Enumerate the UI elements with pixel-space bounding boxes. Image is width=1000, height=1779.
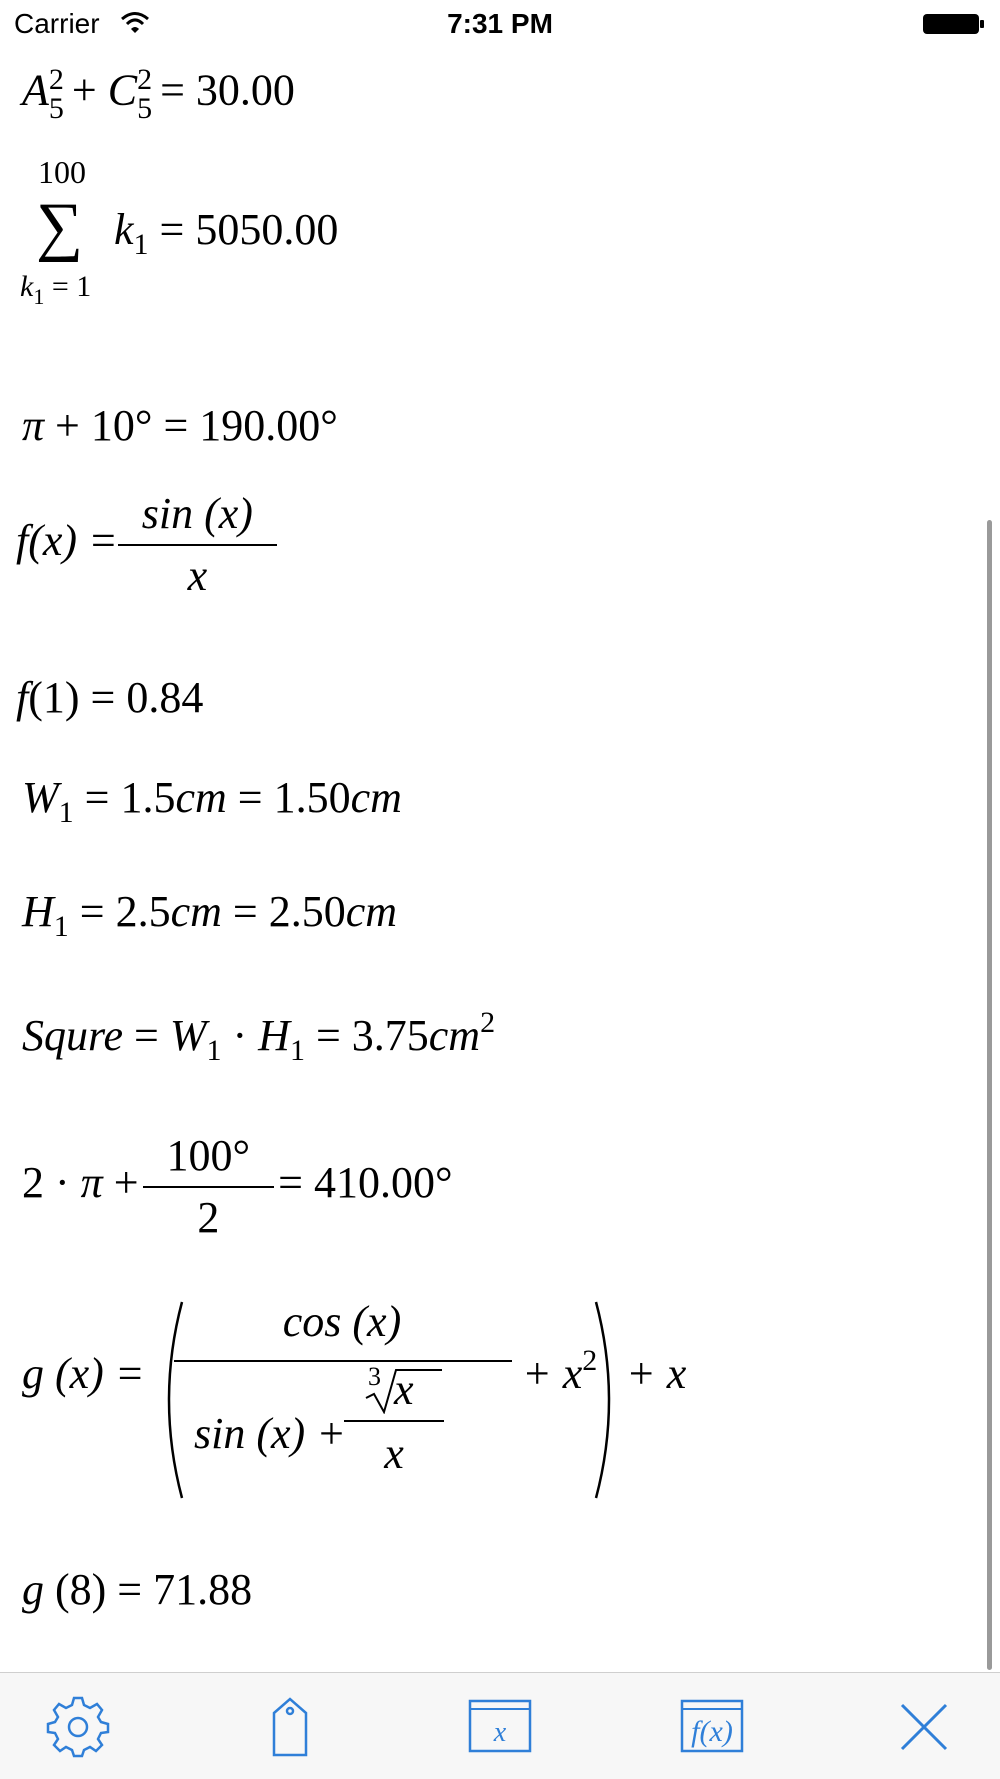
close-button[interactable] — [890, 1695, 958, 1759]
fn: sin — [141, 489, 194, 538]
var-w: W — [169, 1011, 207, 1060]
settings-button[interactable] — [44, 1695, 112, 1759]
result: = 3.75 — [315, 1011, 429, 1060]
op: + — [71, 65, 97, 115]
var-h: H — [258, 1011, 290, 1060]
tail: + x — [626, 1349, 687, 1398]
fn-name: f — [16, 516, 29, 566]
sub: 1 — [133, 228, 149, 261]
formula-row[interactable] — [16, 673, 204, 722]
sub: 1 — [206, 1034, 222, 1067]
status-bar — [0, 0, 1000, 50]
unit: cm — [170, 887, 222, 936]
denominator: x — [118, 544, 277, 598]
value: = 2.5 — [79, 887, 171, 936]
insert-variable-button[interactable] — [466, 1695, 536, 1759]
formula-row[interactable] — [22, 1131, 453, 1242]
formula-row[interactable] — [22, 887, 398, 943]
sum-lower-var: k — [20, 270, 34, 303]
formula-row[interactable] — [16, 489, 277, 600]
arg: (x) — [204, 489, 253, 538]
sigma: ∑ — [36, 190, 84, 263]
formula-row[interactable] — [22, 63, 295, 125]
formula-row[interactable] — [22, 401, 338, 450]
battery-icon — [922, 12, 986, 36]
denominator: 2 — [143, 1186, 275, 1240]
unit: cm — [345, 887, 398, 936]
var-a: A — [22, 65, 49, 115]
big-denominator — [194, 1409, 346, 1458]
fraction-bar — [174, 1360, 512, 1362]
cube-root — [344, 1360, 454, 1412]
fn-name: f — [16, 673, 29, 722]
close-icon — [890, 1695, 958, 1759]
op: + x — [522, 1349, 583, 1398]
result: = 410.00° — [278, 1158, 453, 1208]
result: + 10° = 190.00° — [55, 401, 338, 450]
result: = 1.50 — [237, 773, 351, 822]
carrier-label: Carrier — [14, 8, 100, 39]
root-arg: x — [394, 1365, 414, 1414]
sup: 2 — [480, 1006, 496, 1039]
fraction — [143, 1131, 275, 1242]
formula-row[interactable] — [22, 1565, 253, 1614]
fn: cos — [282, 1297, 342, 1346]
formula-row[interactable] — [22, 1006, 496, 1067]
sub: 1 — [53, 910, 69, 943]
result: = 30.00 — [160, 65, 295, 115]
big-numerator — [172, 1297, 512, 1346]
clock: 7:31 PM — [447, 8, 553, 39]
pi: π — [22, 401, 45, 450]
scrollbar[interactable] — [987, 520, 992, 1670]
value: = 1.5 — [84, 773, 176, 822]
unit: cm — [350, 773, 402, 822]
op: = — [134, 1011, 159, 1060]
result: (8) = 71.88 — [55, 1565, 253, 1614]
fn-name: g — [22, 1565, 44, 1614]
formula-list[interactable] — [0, 50, 1000, 1670]
sup: 2 — [137, 63, 153, 96]
fn: sin — [194, 1409, 246, 1458]
bottom-toolbar — [0, 1672, 1000, 1779]
var-c: C — [107, 65, 138, 115]
function-label: f(x) — [691, 1715, 733, 1748]
sup: 2 — [48, 63, 64, 96]
var-name: Squre — [22, 1011, 124, 1060]
lhs: (x) = — [28, 516, 118, 566]
numerator: 100° — [166, 1131, 251, 1180]
lhs: 2 · — [22, 1158, 70, 1208]
insert-function-button[interactable] — [678, 1695, 748, 1759]
tag-icon — [256, 1695, 324, 1759]
var-w: W — [22, 773, 59, 822]
sub: 1 — [289, 1034, 305, 1067]
fn-name: g — [22, 1349, 44, 1398]
lhs: (x) = — [55, 1349, 145, 1398]
result: (1) = 0.84 — [28, 673, 204, 722]
variable-label: x — [493, 1717, 507, 1748]
sum-upper: 100 — [38, 154, 86, 190]
var-h: H — [22, 887, 54, 936]
fraction — [118, 489, 277, 600]
sub: 5 — [137, 91, 153, 125]
sub: 5 — [48, 91, 64, 125]
arg: (x) + — [256, 1409, 346, 1458]
root-index: 3 — [368, 1362, 381, 1391]
op: · — [232, 1011, 248, 1060]
unit: cm — [175, 773, 227, 822]
right-paren — [590, 1300, 626, 1500]
denominator: x — [344, 1420, 444, 1476]
pi: π — [80, 1158, 103, 1208]
sum-lower: = 1 — [51, 270, 92, 303]
formula-row[interactable] — [22, 773, 402, 829]
sup: 2 — [582, 1344, 598, 1377]
result: = 2.50 — [232, 887, 346, 936]
tag-button[interactable] — [256, 1695, 324, 1759]
arg: (x) — [352, 1297, 402, 1346]
unit: cm — [428, 1011, 481, 1060]
gear-icon — [44, 1695, 112, 1759]
op: + — [113, 1158, 139, 1208]
sub: 1 — [33, 284, 45, 309]
root-fraction — [344, 1360, 454, 1476]
var-k: k — [114, 205, 134, 254]
sub: 1 — [58, 796, 74, 829]
result: = 5050.00 — [159, 205, 339, 254]
